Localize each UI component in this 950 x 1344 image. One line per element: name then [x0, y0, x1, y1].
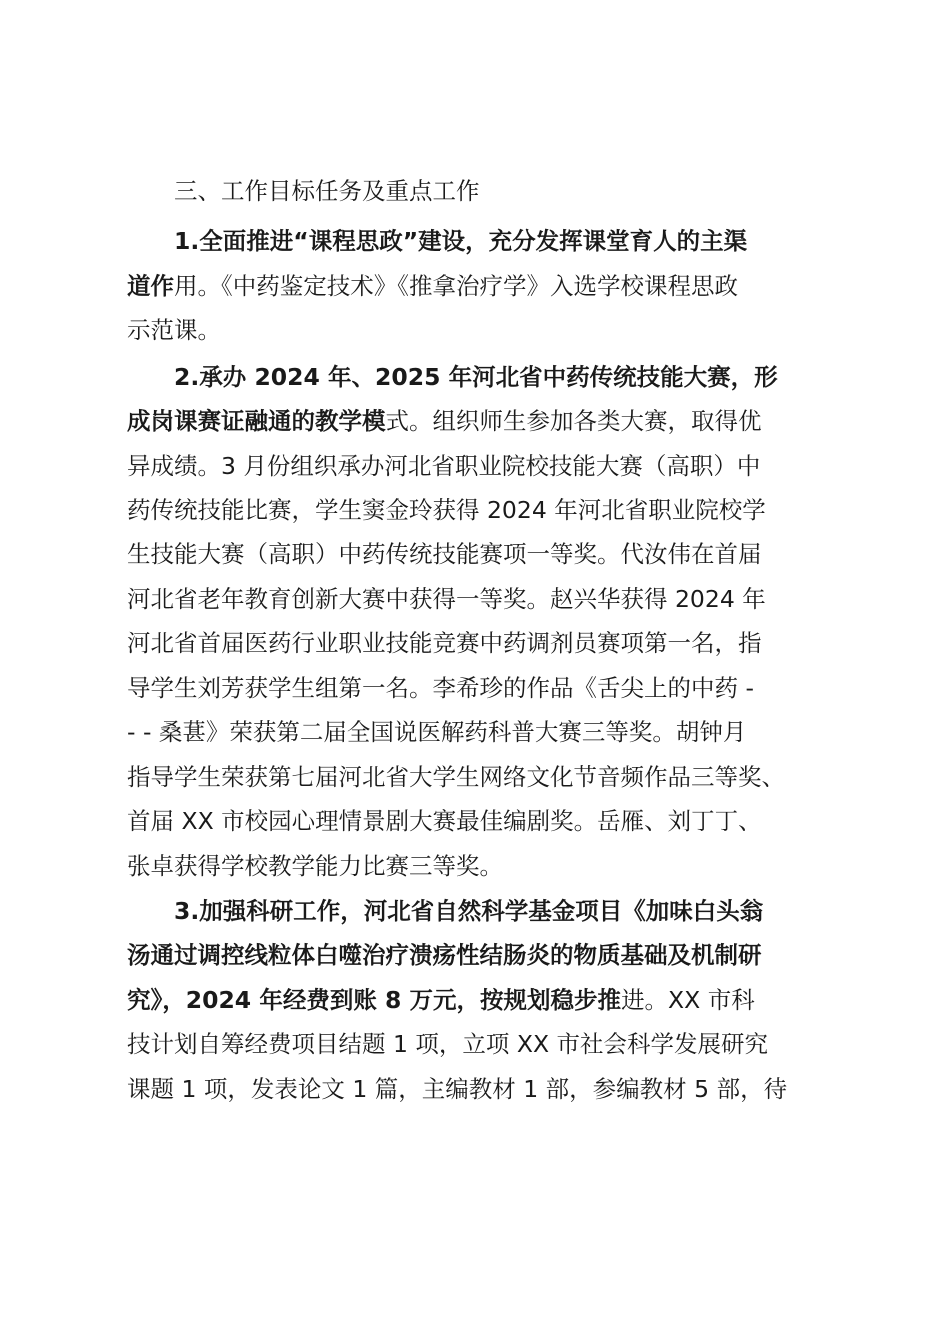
- paragraph-2-line-1: [174, 362, 778, 392]
- paragraph-3-line-4: [127, 1029, 768, 1059]
- paragraph-2-line-11: [127, 806, 762, 836]
- normal-text: 导学生刘芳获学生组第一名。李希珍的作品《舌尖上的中药 -: [127, 674, 754, 702]
- paragraph-3-line-5: [127, 1074, 787, 1104]
- paragraph-1-line-2: [127, 271, 738, 301]
- bold-text: 成岗课赛证融通的教学模: [127, 407, 386, 435]
- paragraph-2-line-2: [127, 406, 762, 436]
- normal-text: 技计划自筹经费项目结题 1 项，立项 XX 市社会科学发展研究: [127, 1030, 769, 1058]
- paragraph-1-line-1: [174, 226, 747, 256]
- paragraph-2-line-5: [127, 539, 762, 569]
- paragraph-3-line-2: [127, 940, 762, 970]
- normal-text: 进。XX 市科: [621, 986, 755, 1014]
- paragraph-2-line-4: [127, 495, 766, 525]
- paragraph-2-line-8: [127, 673, 754, 703]
- bold-text: 1.全面推进“课程思政”建设，充分发挥课堂育人的主渠: [174, 227, 748, 255]
- normal-text: 式。组织师生参加各类大赛，取得优: [385, 407, 762, 435]
- normal-text: 异成绩。3 月份组织承办河北省职业院校技能大赛（高职）中: [127, 452, 761, 480]
- paragraph-2-line-3: [127, 451, 760, 481]
- paragraph-2-line-12: [127, 851, 503, 881]
- paragraph-2-line-6: [127, 584, 766, 614]
- bold-text: 2.承办 2024 年、2025 年河北省中药传统技能大赛，形: [174, 363, 778, 391]
- paragraph-2-line-7: [127, 628, 762, 658]
- bold-text: 道作: [127, 272, 174, 300]
- normal-text: - - 桑葚》荣获第二届全国说医解药科普大赛三等奖。胡钟月: [127, 718, 747, 746]
- normal-text: 生技能大赛（高职）中药传统技能赛项一等奖。代汝伟在首届: [127, 540, 762, 568]
- normal-text: 河北省老年教育创新大赛中获得一等奖。赵兴华获得 2024 年: [127, 585, 766, 613]
- normal-text: 课题 1 项，发表论文 1 篇，主编教材 1 部，参编教材 5 部，待: [127, 1075, 788, 1103]
- normal-text: 河北省首届医药行业职业技能竞赛中药调剂员赛项第一名，指: [127, 629, 762, 657]
- normal-text: 用。《中药鉴定技术》《推拿治疗学》入选学校课程思政: [174, 272, 738, 300]
- bold-text: 汤通过调控线粒体白噬治疗溃疡性结肠炎的物质基础及机制研: [127, 941, 762, 969]
- bold-text: 3.加强科研工作，河北省自然科学基金项目《加味白头翁: [174, 897, 764, 925]
- paragraph-2-line-9: [127, 717, 746, 747]
- paragraph-2-line-10: [127, 762, 785, 792]
- normal-text: 示范课。: [127, 316, 221, 344]
- paragraph-3-line-3: [127, 985, 755, 1015]
- normal-text: 药传统技能比赛，学生窦金玲获得 2024 年河北省职业院校学: [127, 496, 766, 524]
- normal-text: 首届 XX 市校园心理情景剧大赛最佳编剧奖。岳雁、刘丁丁、: [127, 807, 762, 835]
- paragraph-3-line-1: [174, 896, 763, 926]
- bold-text: 究》，2024 年经费到账 8 万元，按规划稳步推: [127, 986, 622, 1014]
- section-heading: 三、工作目标任务及重点工作: [174, 177, 480, 205]
- normal-text: 指导学生荣获第七届河北省大学生网络文化节音频作品三等奖、: [127, 763, 785, 791]
- normal-text: 张卓获得学校教学能力比赛三等奖。: [127, 852, 503, 880]
- paragraph-1-line-3: [127, 315, 221, 345]
